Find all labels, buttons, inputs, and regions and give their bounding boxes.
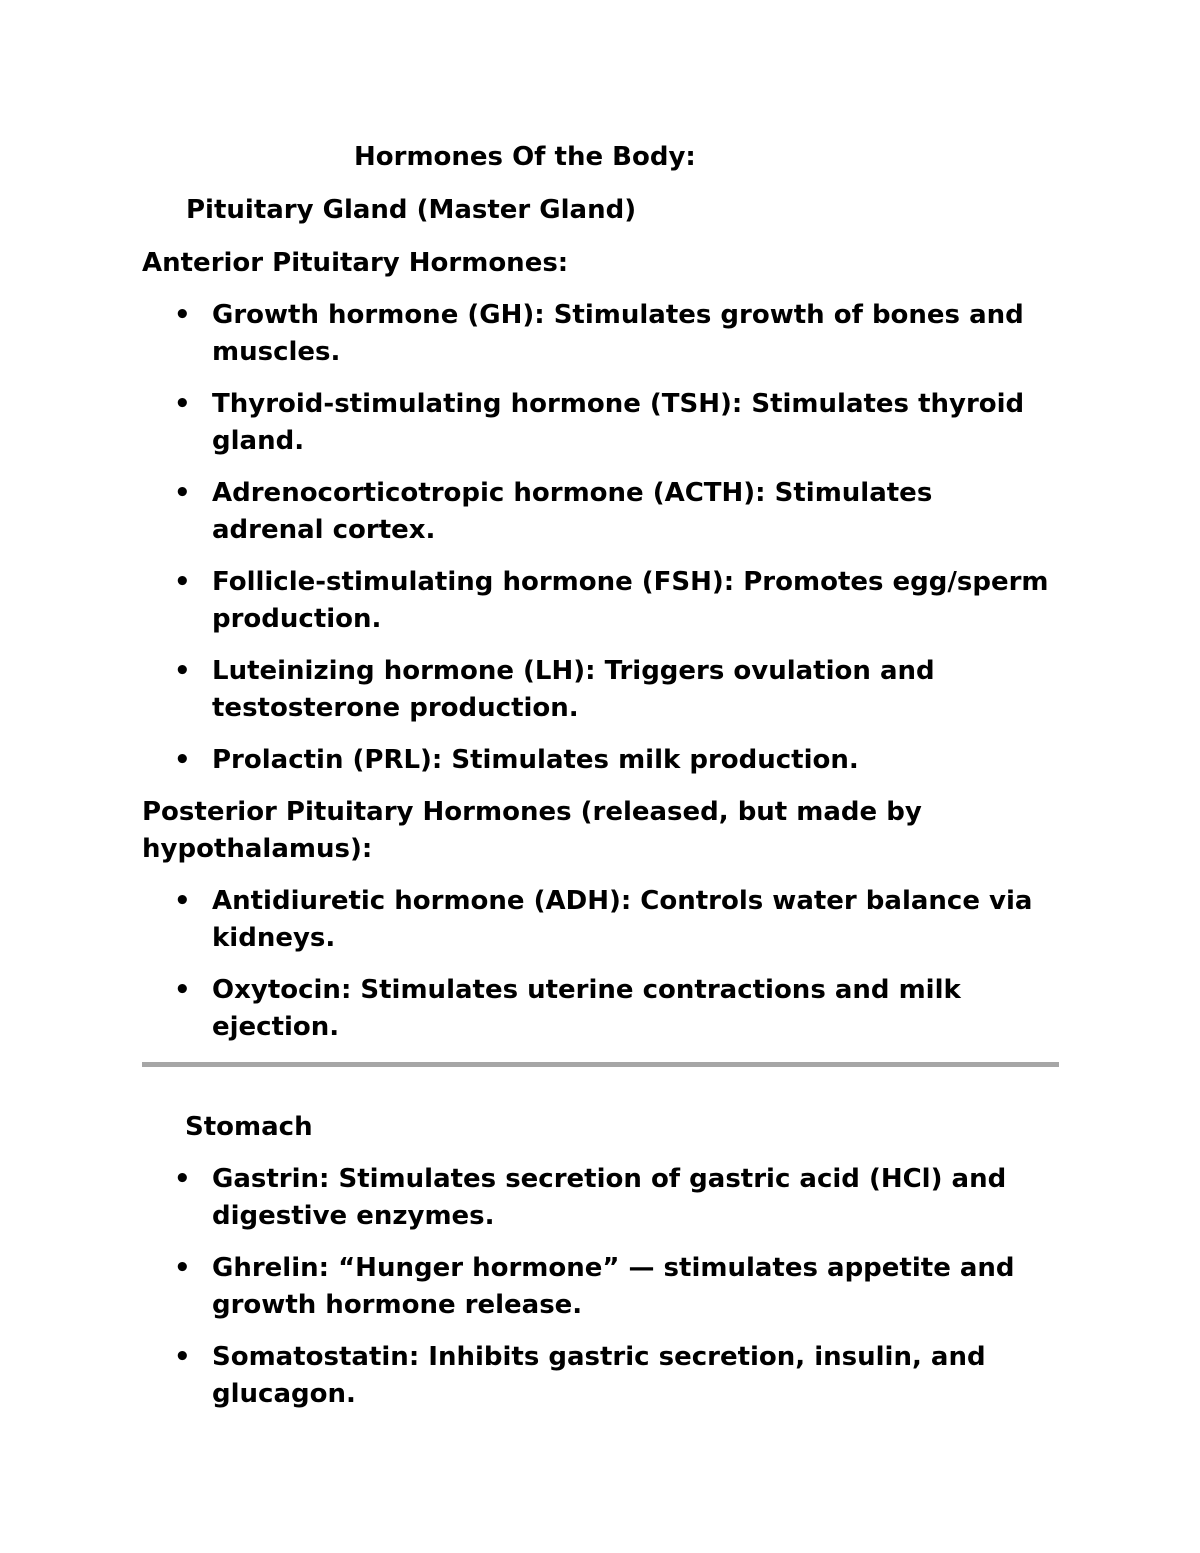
list-item-text: Somatostatin: Inhibits gastric secretion, insulin, and glucagon. bbox=[212, 1342, 986, 1409]
list-item bbox=[0, 386, 1052, 460]
document-title: Hormones Of the Body: bbox=[354, 142, 696, 172]
list-item-text: Prolactin (PRL): Stimulates milk production. bbox=[212, 745, 859, 775]
bullet-icon: • bbox=[174, 1253, 191, 1283]
bullet-icon: • bbox=[174, 975, 191, 1005]
list-item-text: Oxytocin: Stimulates uterine contractions and milk ejection. bbox=[212, 975, 961, 1042]
bullet-icon: • bbox=[174, 886, 191, 916]
list-item bbox=[0, 742, 1052, 779]
list-item-text: Luteinizing hormone (LH): Triggers ovulation and testosterone production. bbox=[212, 656, 935, 723]
pituitary-gland-title: Pituitary Gland (Master Gland) bbox=[186, 195, 637, 225]
list-item bbox=[0, 1339, 1052, 1413]
list-item bbox=[0, 883, 1052, 957]
list-item-text: Growth hormone (GH): Stimulates growth of bones and muscles. bbox=[212, 300, 1024, 367]
list-item bbox=[0, 564, 1052, 638]
bullet-icon: • bbox=[174, 389, 191, 419]
list-item-text: Antidiuretic hormone (ADH): Controls water balance via kidneys. bbox=[212, 886, 1033, 953]
stomach-section-title: Stomach bbox=[185, 1112, 313, 1142]
posterior-hormone-list bbox=[0, 883, 1052, 1061]
list-item bbox=[0, 1250, 1052, 1324]
posterior-pituitary-heading: Posterior Pituitary Hormones (released, but made by hypothalamus): bbox=[142, 797, 922, 864]
bullet-icon: • bbox=[174, 745, 191, 775]
list-item bbox=[0, 475, 1052, 549]
stomach-hormone-list bbox=[0, 1161, 1052, 1428]
list-item-text: Adrenocorticotropic hormone (ACTH): Stimulates adrenal cortex. bbox=[212, 478, 933, 545]
bullet-icon: • bbox=[174, 656, 191, 686]
bullet-icon: • bbox=[174, 1342, 191, 1372]
anterior-hormone-list bbox=[0, 297, 1052, 794]
bullet-icon: • bbox=[174, 1164, 191, 1194]
list-item-text: Gastrin: Stimulates secretion of gastric acid (HCl) and digestive enzymes. bbox=[212, 1164, 1007, 1231]
bullet-icon: • bbox=[174, 300, 191, 330]
list-item bbox=[0, 653, 1052, 727]
list-item bbox=[0, 1161, 1052, 1235]
bullet-icon: • bbox=[174, 478, 191, 508]
bullet-icon: • bbox=[174, 567, 191, 597]
anterior-pituitary-heading: Anterior Pituitary Hormones: bbox=[142, 248, 569, 278]
list-item bbox=[0, 297, 1052, 371]
list-item-text: Ghrelin: “Hunger hormone” — stimulates appetite and growth hormone release. bbox=[212, 1253, 1015, 1320]
section-divider bbox=[142, 1062, 1059, 1067]
list-item bbox=[0, 972, 1052, 1046]
list-item-text: Thyroid-stimulating hormone (TSH): Stimulates thyroid gland. bbox=[212, 389, 1025, 456]
list-item-text: Follicle-stimulating hormone (FSH): Promotes egg/sperm production. bbox=[212, 567, 1049, 634]
